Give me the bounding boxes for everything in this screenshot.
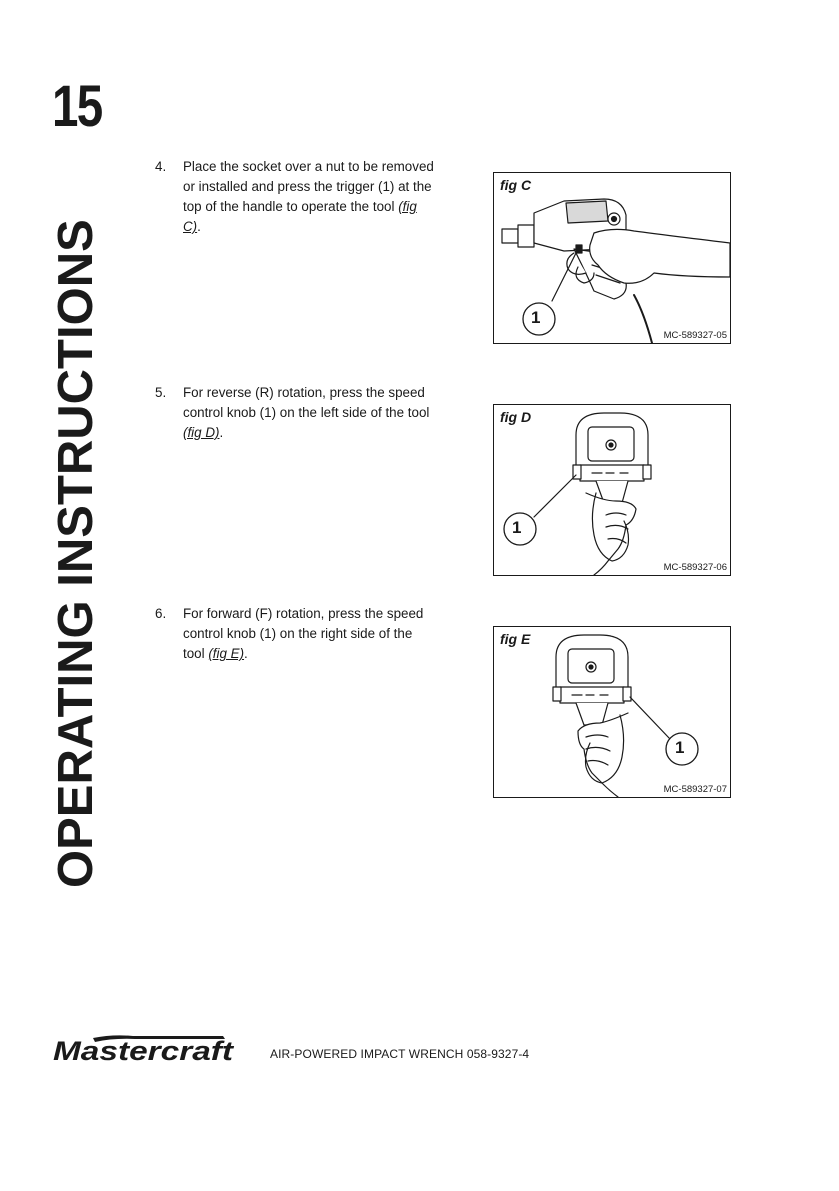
impact-wrench-rear-right-knob-illustration-icon [494,627,730,797]
step-number: 6. [155,606,167,621]
callout-number: 1 [512,518,522,537]
figure-reference: (fig E) [208,646,245,661]
figure-reference: (fig D) [183,425,220,440]
figure-label: fig E [500,631,531,647]
section-title: OPERATING INSTRUCTIONS [49,219,103,888]
step-4 [155,157,435,237]
figure-code: MC-589327-07 [663,784,727,795]
figure-label: fig D [500,409,532,425]
mastercraft-logo-icon [53,1034,237,1064]
product-name: AIR-POWERED IMPACT WRENCH 058-9327-4 [270,1047,530,1061]
figure-c [493,172,731,344]
step-text: Place the socket over a nut to be removed or installed and press the trigger (1) at the top of the handle to operate the tool (fig C). [183,159,434,234]
step-5 [155,383,435,443]
svg-text:Mastercraft: Mastercraft [53,1036,235,1064]
step-number: 4. [155,159,167,174]
figure-code: MC-589327-06 [663,562,727,573]
figure-code: MC-589327-05 [663,330,727,341]
impact-wrench-side-illustration-icon [494,173,730,343]
brand-logo [53,1034,237,1069]
figure-d [493,404,731,576]
step-number: 5. [155,385,167,400]
step-text: For reverse (R) rotation, press the speed control knob (1) on the left side of the tool (fig D). [183,385,430,440]
step-6 [155,604,435,664]
callout-number: 1 [675,738,685,757]
figure-e [493,626,731,798]
page-number: 15 [52,74,102,139]
step-text: For forward (F) rotation, press the speed control knob (1) on the right side of the tool (fig E). [183,606,424,661]
figure-label: fig C [500,177,532,193]
impact-wrench-rear-left-knob-illustration-icon [494,405,730,575]
callout-number: 1 [531,308,541,327]
figure-reference: (fig C) [183,199,417,234]
